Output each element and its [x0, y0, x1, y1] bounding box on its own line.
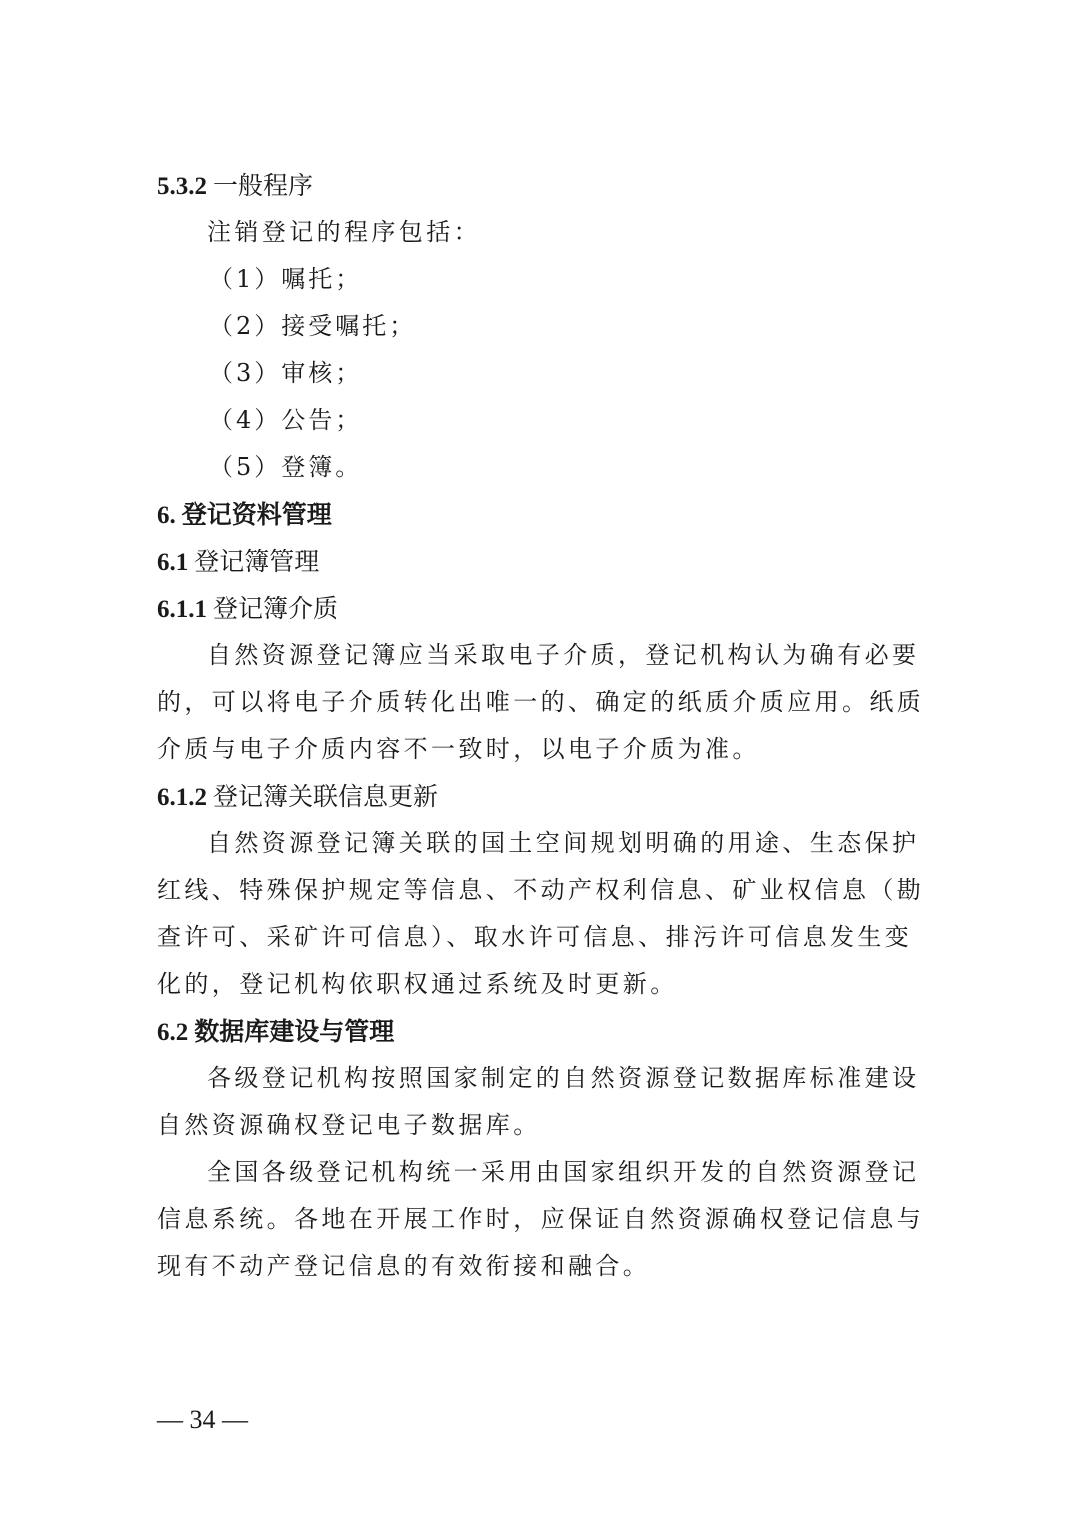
- paragraph-update: 自然资源登记簿关联的国土空间规划明确的用途、生态保护红线、特殊保护规定等信息、不动产权利信息、矿业权信息（勘查许可、采矿许可信息）、取水许可信息、排污许可信息发生变化的，登记机构依职权通过系统及时更新。: [157, 829, 925, 998]
- list-item: （5）登簿。: [209, 453, 363, 481]
- paragraph-database-1: 各级登记机构按照国家制定的自然资源登记数据库标准建设自然资源确权登记电子数据库。: [157, 1064, 920, 1139]
- heading-5-3-2: [157, 162, 927, 209]
- heading-title: 登记簿管理: [194, 547, 320, 576]
- heading-number: 6.1.2: [157, 784, 207, 811]
- list-item: （2）接受嘱托；: [209, 312, 417, 340]
- list-item: （1）嘱托；: [209, 265, 363, 293]
- page-number: — 34 —: [157, 1405, 248, 1434]
- heading-6-2: [157, 1008, 927, 1055]
- heading-number: 5.3.2: [157, 173, 207, 200]
- paragraph-medium: 自然资源登记簿应当采取电子介质，登记机构认为确有必要的，可以将电子介质转化出唯一的、确定的纸质介质应用。纸质介质与电子介质内容不一致时，以电子介质为准。: [157, 641, 925, 763]
- paragraph-intro: 注销登记的程序包括：: [207, 218, 481, 246]
- heading-number: 6.2: [157, 1019, 189, 1046]
- heading-number: 6.1.1: [157, 596, 207, 623]
- list-item: （4）公告；: [209, 406, 363, 434]
- heading-number: 6.: [157, 502, 176, 529]
- heading-title: 一般程序: [213, 171, 314, 200]
- heading-number: 6.1: [157, 549, 189, 576]
- heading-6-1: [157, 538, 927, 585]
- heading-6-1-1: [157, 585, 927, 632]
- page-content: [157, 162, 927, 1290]
- list-item: （3）审核；: [209, 359, 363, 387]
- heading-title: 登记簿关联信息更新: [213, 782, 439, 811]
- heading-6: [157, 491, 927, 538]
- heading-title: 登记簿介质: [213, 594, 339, 623]
- heading-6-1-2: [157, 773, 927, 820]
- paragraph-database-2: 全国各级登记机构统一采用由国家组织开发的自然资源登记信息系统。各地在开展工作时，应保证自然资源确权登记信息与现有不动产登记信息的有效衔接和融合。: [157, 1158, 925, 1280]
- heading-title: 数据库建设与管理: [194, 1017, 395, 1046]
- heading-title: 登记资料管理: [181, 500, 332, 529]
